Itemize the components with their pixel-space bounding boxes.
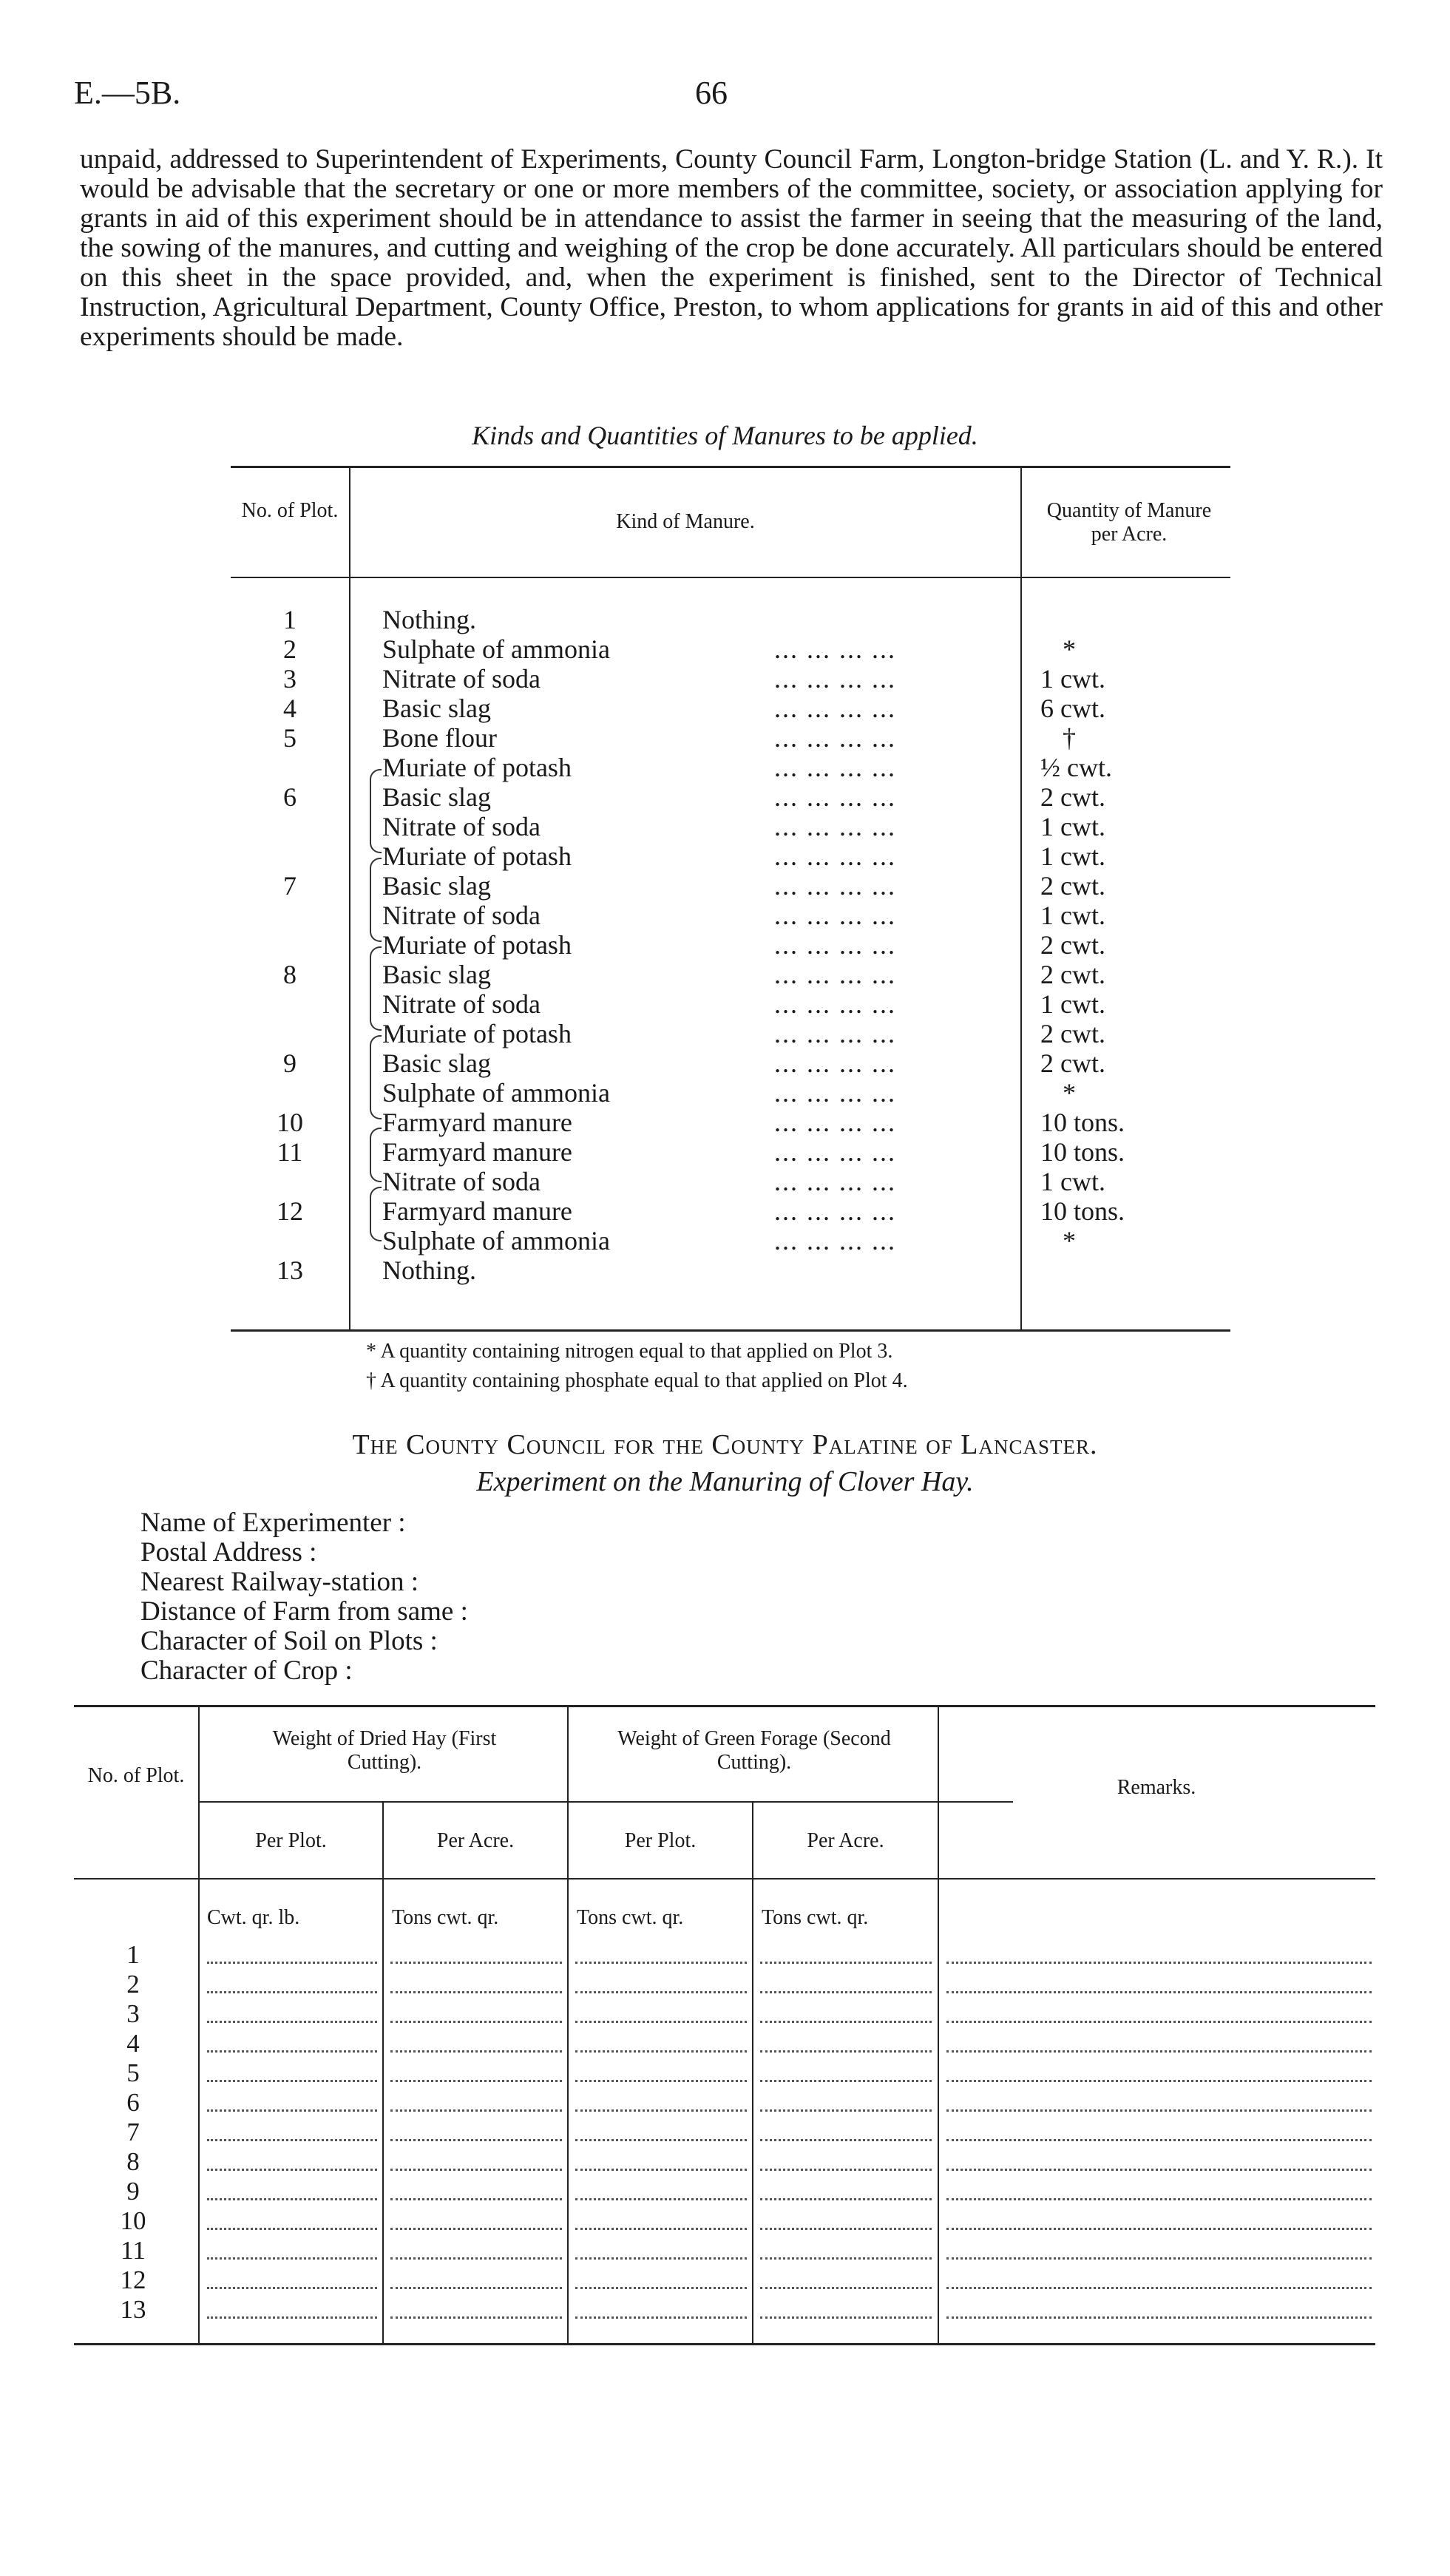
manure-quantity: 2 cwt. <box>1040 960 1105 989</box>
split-plot-number: 11 <box>277 1137 303 1167</box>
leader-dots: ... ... ... ... <box>774 901 896 930</box>
entry-field[interactable] <box>575 1962 747 1964</box>
manure-quantity: 2 cwt. <box>1040 1019 1105 1048</box>
footnotes <box>366 1337 908 1396</box>
subheader-per-acre: Per Acre. <box>436 1829 515 1852</box>
plot-number: 5 <box>283 723 297 753</box>
subheader-per-plot: Per Plot. <box>255 1829 327 1852</box>
table-row <box>74 2147 1375 2177</box>
entry-field[interactable] <box>760 2021 932 2023</box>
entry-field[interactable] <box>390 2198 562 2200</box>
manure-kind: Muriate of potash <box>382 841 572 871</box>
brace <box>370 769 382 853</box>
entry-field[interactable] <box>207 2021 377 2023</box>
plot-number: 7 <box>126 2118 140 2146</box>
manure-kind: Muriate of potash <box>382 753 572 782</box>
entry-field[interactable] <box>946 1962 1372 1964</box>
table-row <box>74 2058 1375 2088</box>
entry-field[interactable] <box>575 1991 747 1993</box>
brace <box>370 1035 382 1119</box>
page-reference: E.—5B. <box>74 75 181 111</box>
plot-number: 2 <box>283 634 297 664</box>
experimenter-fields <box>140 1508 468 1686</box>
plot-number: 1 <box>126 1940 140 1969</box>
results-table <box>74 1705 1375 2356</box>
leader-dots: ... ... ... ... <box>774 1196 896 1226</box>
table-rule <box>74 1705 1375 1707</box>
entry-field[interactable] <box>207 2287 377 2289</box>
manure-quantity: 10 tons. <box>1040 1108 1125 1137</box>
manure-row <box>231 1255 1230 1285</box>
manure-kind: Nothing. <box>382 1255 477 1285</box>
entry-field[interactable] <box>207 2316 377 2319</box>
manure-kind: Nitrate of soda <box>382 812 541 841</box>
entry-field[interactable] <box>760 1962 932 1964</box>
entry-field[interactable] <box>390 1991 562 1993</box>
unit-label: Tons cwt. qr. <box>762 1906 869 1929</box>
manure-quantity: 1 cwt. <box>1040 901 1105 930</box>
table-rule <box>198 1801 1013 1803</box>
manure-quantity: 10 tons. <box>1040 1137 1125 1167</box>
entry-field[interactable] <box>390 2021 562 2023</box>
manure-table <box>231 466 1230 1338</box>
leader-dots: ... ... ... ... <box>774 753 896 782</box>
manure-kind: Basic slag <box>382 871 491 901</box>
brace <box>370 858 382 942</box>
plot-number: 8 <box>126 2147 140 2176</box>
table-rule <box>74 1878 1375 1880</box>
table-row <box>74 1940 1375 1970</box>
entry-field[interactable] <box>760 2228 932 2230</box>
council-title: The County Council for the County Palatine of Lancaster. <box>352 1429 1098 1460</box>
plot-number: 3 <box>126 1999 140 2028</box>
entry-field[interactable] <box>575 2080 747 2082</box>
brace <box>370 1187 382 1241</box>
entry-field[interactable] <box>946 2316 1372 2319</box>
subheader-per-plot: Per Plot. <box>624 1829 697 1852</box>
footnote: † A quantity containing phosphate equal to that applied on Plot 4. <box>366 1369 908 1392</box>
manure-quantity: 2 cwt. <box>1040 782 1105 812</box>
table-rule <box>74 2343 1375 2345</box>
entry-field[interactable] <box>946 2021 1372 2023</box>
entry-field[interactable] <box>575 2050 747 2053</box>
header-plot: No. of Plot. <box>87 1764 185 1787</box>
table-row <box>74 2236 1375 2265</box>
plot-number: 13 <box>277 1255 303 1285</box>
leader-dots: ... ... ... ... <box>774 1137 896 1167</box>
entry-field[interactable] <box>207 2109 377 2112</box>
manure-quantity: * <box>1063 1078 1076 1108</box>
plot-number: 5 <box>126 2058 140 2087</box>
entry-field[interactable] <box>575 2228 747 2230</box>
entry-field[interactable] <box>207 2080 377 2082</box>
manure-quantity: * <box>1063 1226 1076 1255</box>
entry-field[interactable] <box>946 2257 1372 2260</box>
manure-quantity: 2 cwt. <box>1040 1048 1105 1078</box>
header-quantity: Quantity of Manure per Acre. <box>1046 499 1212 546</box>
manure-row <box>231 664 1230 694</box>
manure-kind: Basic slag <box>382 1048 491 1078</box>
manure-row <box>231 694 1230 723</box>
table-row <box>74 1970 1375 1999</box>
entry-field[interactable] <box>390 2139 562 2141</box>
manure-table-caption: Kinds and Quantities of Manures to be applied. <box>472 421 978 450</box>
entry-field[interactable] <box>390 2316 562 2319</box>
plot-number: 13 <box>120 2295 146 2324</box>
table-row <box>74 2088 1375 2118</box>
manure-quantity: 1 cwt. <box>1040 1167 1105 1196</box>
manure-kind: Bone flour <box>382 723 497 753</box>
manure-quantity: ½ cwt. <box>1040 753 1112 782</box>
leader-dots: ... ... ... ... <box>774 664 896 694</box>
manure-kind: Nitrate of soda <box>382 1167 541 1196</box>
table-row <box>74 2029 1375 2058</box>
manure-quantity: * <box>1063 634 1076 664</box>
table-rule <box>231 1329 1230 1332</box>
manure-kind: Sulphate of ammonia <box>382 634 610 664</box>
entry-field[interactable] <box>946 2080 1372 2082</box>
table-row <box>74 1999 1375 2029</box>
entry-field[interactable] <box>390 1962 562 1964</box>
manure-quantity: 2 cwt. <box>1040 930 1105 960</box>
manure-quantity: 2 cwt. <box>1040 871 1105 901</box>
experiment-title: Experiment on the Manuring of Clover Hay. <box>476 1466 974 1497</box>
field-station[interactable]: Nearest Railway-station : <box>140 1567 419 1597</box>
manure-row <box>231 723 1230 753</box>
intro-paragraph: unpaid, addressed to Superintendent of Experiments, County Council Farm, Longton-bridge Station (L. and Y. R.). It would be advisable that the secretary or one or more members of the committee, society, or association applying for grants in aid of this experiment should be in attendance to assist the farmer in seeing that the measuring of the land, the sowing of the manures, and cutting and weighing of the crop be done accurately. All particulars should be entered on this sheet in the space provided, and, when the experiment is finished, sent to the Director of Technical Instruction, Agricultural Department, County Office, Preston, to whom applications for grants in aid of this and other experiments should be made. <box>80 144 1383 352</box>
entry-field[interactable] <box>946 2228 1372 2230</box>
entry-field[interactable] <box>207 2169 377 2171</box>
leader-dots: ... ... ... ... <box>774 694 896 723</box>
leader-dots: ... ... ... ... <box>774 1019 896 1048</box>
header-green-forage: Weight of Green Forage (Second Cutting). <box>617 1727 891 1774</box>
leader-dots: ... ... ... ... <box>774 634 896 664</box>
manure-row <box>231 634 1230 664</box>
manure-row <box>231 605 1230 634</box>
leader-dots: ... ... ... ... <box>774 1108 896 1137</box>
plot-number: 7 <box>283 871 297 901</box>
leader-dots: ... ... ... ... <box>774 782 896 812</box>
entry-field[interactable] <box>575 2287 747 2289</box>
entry-field[interactable] <box>946 2287 1372 2289</box>
table-rule <box>231 577 1230 578</box>
subheader-per-acre: Per Acre. <box>807 1829 884 1852</box>
entry-field[interactable] <box>760 2287 932 2289</box>
entry-field[interactable] <box>760 2109 932 2112</box>
entry-field[interactable] <box>760 2198 932 2200</box>
manure-quantity: 10 tons. <box>1040 1196 1125 1226</box>
entry-field[interactable] <box>575 2109 747 2112</box>
entry-field[interactable] <box>207 2257 377 2260</box>
entry-field[interactable] <box>575 2257 747 2260</box>
entry-field[interactable] <box>207 1991 377 1993</box>
split-plot-number: 12 <box>277 1196 303 1226</box>
unit-label: Tons cwt. qr. <box>577 1906 684 1929</box>
manure-kind: Basic slag <box>382 782 491 812</box>
manure-kind: Sulphate of ammonia <box>382 1078 610 1108</box>
page-number: 66 <box>695 75 728 111</box>
entry-field[interactable] <box>390 2169 562 2171</box>
entry-field[interactable] <box>390 2109 562 2112</box>
entry-field[interactable] <box>390 2050 562 2053</box>
entry-field[interactable] <box>207 2228 377 2230</box>
field-crop[interactable]: Character of Crop : <box>140 1655 353 1686</box>
plot-number: 1 <box>283 605 297 634</box>
entry-field[interactable] <box>760 2050 932 2053</box>
manure-kind: Nitrate of soda <box>382 989 541 1019</box>
entry-field[interactable] <box>760 2080 932 2082</box>
manure-kind: Nitrate of soda <box>382 901 541 930</box>
entry-field[interactable] <box>575 2198 747 2200</box>
plot-number: 6 <box>126 2088 140 2117</box>
entry-field[interactable] <box>946 2109 1372 2112</box>
field-name[interactable]: Name of Experimenter : <box>140 1508 406 1538</box>
header-dried-hay: Weight of Dried Hay (First Cutting). <box>272 1727 497 1774</box>
leader-dots: ... ... ... ... <box>774 930 896 960</box>
leader-dots: ... ... ... ... <box>774 1048 896 1078</box>
manure-kind: Nothing. <box>382 605 477 634</box>
plot-number: 4 <box>126 2029 140 2058</box>
brace <box>370 1128 382 1182</box>
entry-field[interactable] <box>760 2169 932 2171</box>
entry-field[interactable] <box>207 2198 377 2200</box>
table-rule <box>231 466 1230 468</box>
plot-number: 10 <box>120 2206 146 2235</box>
plot-number: 12 <box>120 2265 146 2294</box>
leader-dots: ... ... ... ... <box>774 1226 896 1255</box>
manure-kind: Muriate of potash <box>382 930 572 960</box>
manure-kind: Muriate of potash <box>382 1019 572 1048</box>
header-kind: Kind of Manure. <box>616 510 755 533</box>
plot-number: 8 <box>283 960 297 989</box>
entry-field[interactable] <box>946 1991 1372 1993</box>
manure-quantity: 1 cwt. <box>1040 841 1105 871</box>
leader-dots: ... ... ... ... <box>774 960 896 989</box>
entry-field[interactable] <box>390 2228 562 2230</box>
entry-field[interactable] <box>575 2316 747 2319</box>
table-row <box>74 2206 1375 2236</box>
manure-kind: Farmyard manure <box>382 1108 572 1137</box>
leader-dots: ... ... ... ... <box>774 1078 896 1108</box>
entry-field[interactable] <box>390 2257 562 2260</box>
entry-field[interactable] <box>207 1962 377 1964</box>
manure-quantity: 1 cwt. <box>1040 812 1105 841</box>
table-row <box>74 2118 1375 2147</box>
manure-kind: Sulphate of ammonia <box>382 1226 610 1255</box>
field-soil[interactable]: Character of Soil on Plots : <box>140 1626 438 1656</box>
manure-quantity: † <box>1063 723 1076 753</box>
plot-number: 6 <box>283 782 297 812</box>
plot-number: 3 <box>283 664 297 694</box>
plot-number: 4 <box>283 694 297 723</box>
entry-field[interactable] <box>575 2021 747 2023</box>
leader-dots: ... ... ... ... <box>774 812 896 841</box>
entry-field[interactable] <box>390 2287 562 2289</box>
entry-field[interactable] <box>946 2139 1372 2141</box>
manure-kind: Farmyard manure <box>382 1137 572 1167</box>
entry-field[interactable] <box>207 2139 377 2141</box>
entry-field[interactable] <box>760 2139 932 2141</box>
plot-number: 9 <box>126 2177 140 2206</box>
plot-number: 9 <box>283 1048 297 1078</box>
leader-dots: ... ... ... ... <box>774 989 896 1019</box>
leader-dots: ... ... ... ... <box>774 841 896 871</box>
manure-kind: Nitrate of soda <box>382 664 541 694</box>
field-address[interactable]: Postal Address : <box>140 1537 317 1567</box>
brace <box>370 946 382 1031</box>
unit-label: Cwt. qr. lb. <box>207 1906 300 1929</box>
leader-dots: ... ... ... ... <box>774 723 896 753</box>
entry-field[interactable] <box>390 2080 562 2082</box>
table-row <box>74 2177 1375 2206</box>
entry-field[interactable] <box>760 1991 932 1993</box>
manure-kind: Farmyard manure <box>382 1196 572 1226</box>
entry-field[interactable] <box>946 2169 1372 2171</box>
entry-field[interactable] <box>207 2050 377 2053</box>
entry-field[interactable] <box>946 2198 1372 2200</box>
entry-field[interactable] <box>760 2316 932 2319</box>
entry-field[interactable] <box>760 2257 932 2260</box>
manure-quantity: 6 cwt. <box>1040 694 1105 723</box>
leader-dots: ... ... ... ... <box>774 1167 896 1196</box>
table-row <box>74 2265 1375 2295</box>
header-remarks: Remarks. <box>1117 1776 1196 1799</box>
manure-quantity: 1 cwt. <box>1040 664 1105 694</box>
plot-number: 11 <box>121 2236 146 2265</box>
plot-number: 10 <box>277 1108 303 1137</box>
manure-kind: Basic slag <box>382 960 491 989</box>
entry-field[interactable] <box>575 2169 747 2171</box>
manure-kind: Basic slag <box>382 694 491 723</box>
manure-quantity: 1 cwt. <box>1040 989 1105 1019</box>
header-plot: No. of Plot. <box>241 499 339 522</box>
unit-label: Tons cwt. qr. <box>392 1906 499 1929</box>
table-row <box>74 2295 1375 2325</box>
entry-field[interactable] <box>575 2139 747 2141</box>
plot-number: 2 <box>126 1970 140 1999</box>
field-distance[interactable]: Distance of Farm from same : <box>140 1596 468 1627</box>
leader-dots: ... ... ... ... <box>774 871 896 901</box>
footnote: * A quantity containing nitrogen equal to that applied on Plot 3. <box>366 1340 893 1363</box>
entry-field[interactable] <box>946 2050 1372 2053</box>
